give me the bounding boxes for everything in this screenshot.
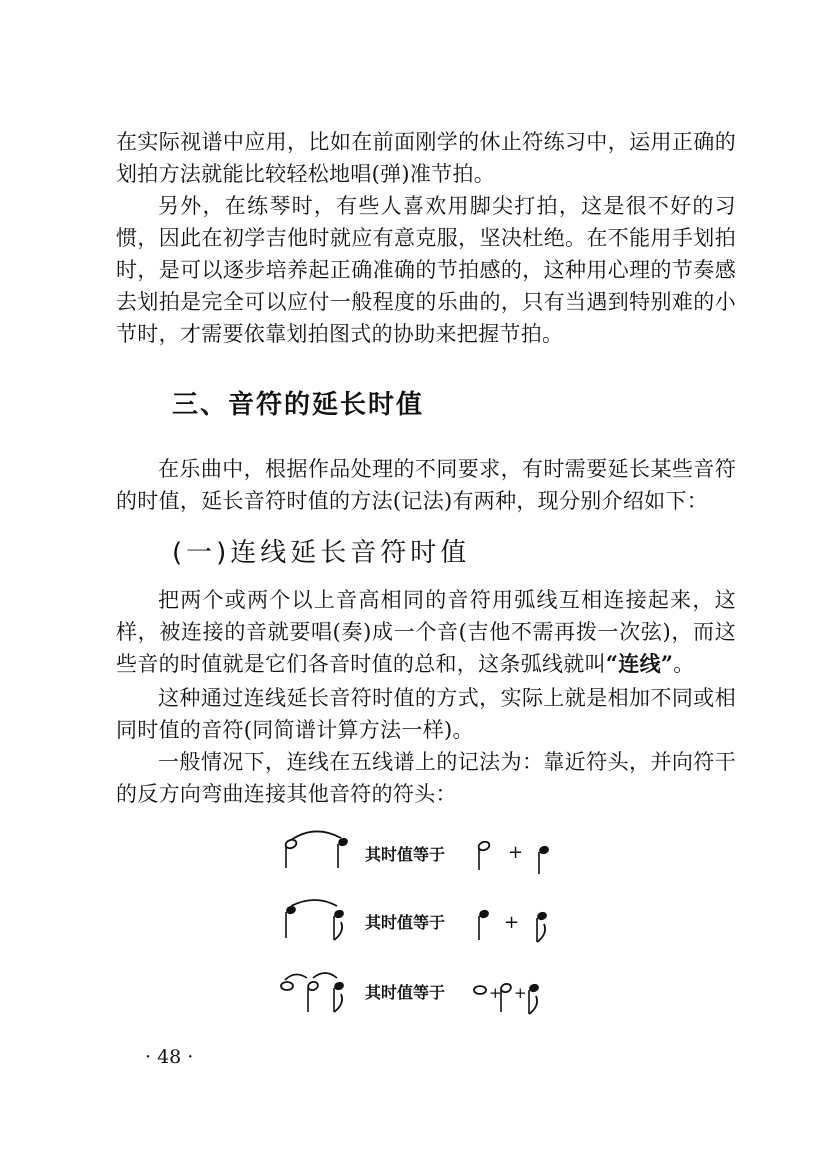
- paragraph-tie-sum: 这种通过连线延长音符时值的方式，实际上就是相加不同或相同时值的音符(同简谱计算方法一样)。: [116, 686, 736, 742]
- subsection-heading: (一)连线延长音符时值: [172, 538, 471, 568]
- plus-sign: +: [514, 984, 527, 1002]
- page-number: · 48 ·: [145, 1046, 194, 1068]
- tie-example-1: [275, 828, 575, 888]
- tied-notes-figure-3: [275, 966, 355, 1026]
- plus-sign: +: [489, 984, 502, 1002]
- paragraph-intro: 在乐曲中，根据作品处理的不同要求，有时需要延长某些音符的时值，延长音符时值的方法(记法)有两种，现分别介绍如下：: [116, 457, 736, 513]
- tie-example-3: [275, 966, 575, 1026]
- sum-notes-figure-3: [470, 966, 580, 1026]
- tie-term: “连线”: [605, 651, 674, 676]
- equals-label: 其时值等于: [365, 983, 446, 1002]
- paragraph-continued: 在实际视谱中应用，比如在前面刚学的休止符练习中，运用正确的划拍方法就能比较轻松地唱(弹)准节拍。: [116, 130, 736, 186]
- tie-example-2: [275, 896, 575, 956]
- plus-sign: +: [508, 842, 524, 863]
- tied-notes-figure-2: [275, 896, 355, 956]
- paragraph-tie-definition: [116, 584, 736, 680]
- section-heading: 三、音符的延长时值: [172, 390, 425, 420]
- tie-definition-end: 。: [673, 652, 695, 676]
- tie-definition-text: 把两个或两个以上音高相同的音符用弧线互相连接起来，这样，被连接的音就要唱(奏)成一个音(吉他不需再拨一次弦)，而这些音的时值就是它们各音时值的总和，这条弧线就叫: [116, 588, 736, 676]
- paragraph-habit: 另外，在练琴时，有些人喜欢用脚尖打拍，这是很不好的习惯，因此在初学吉他时就应有意克服，坚决杜绝。在不能用手划拍时，是可以逐步培养起正确准确的节拍感的，这种用心理的节奏感去划拍是完全可以应付一般程度的乐曲的，只有当遇到特别难的小节时，才需要依靠划拍图式的协助来把握节拍。: [116, 194, 736, 346]
- plus-sign: +: [504, 912, 520, 933]
- tied-notes-figure-1: [275, 828, 355, 888]
- sum-notes-figure-2: [470, 896, 580, 956]
- equals-label: 其时值等于: [365, 845, 446, 864]
- sum-notes-figure-1: [470, 828, 580, 888]
- paragraph-tie-notation: 一般情况下，连线在五线谱上的记法为：靠近符头，并向符干的反方向弯曲连接其他音符的符头：: [116, 750, 736, 806]
- equals-label: 其时值等于: [365, 913, 446, 932]
